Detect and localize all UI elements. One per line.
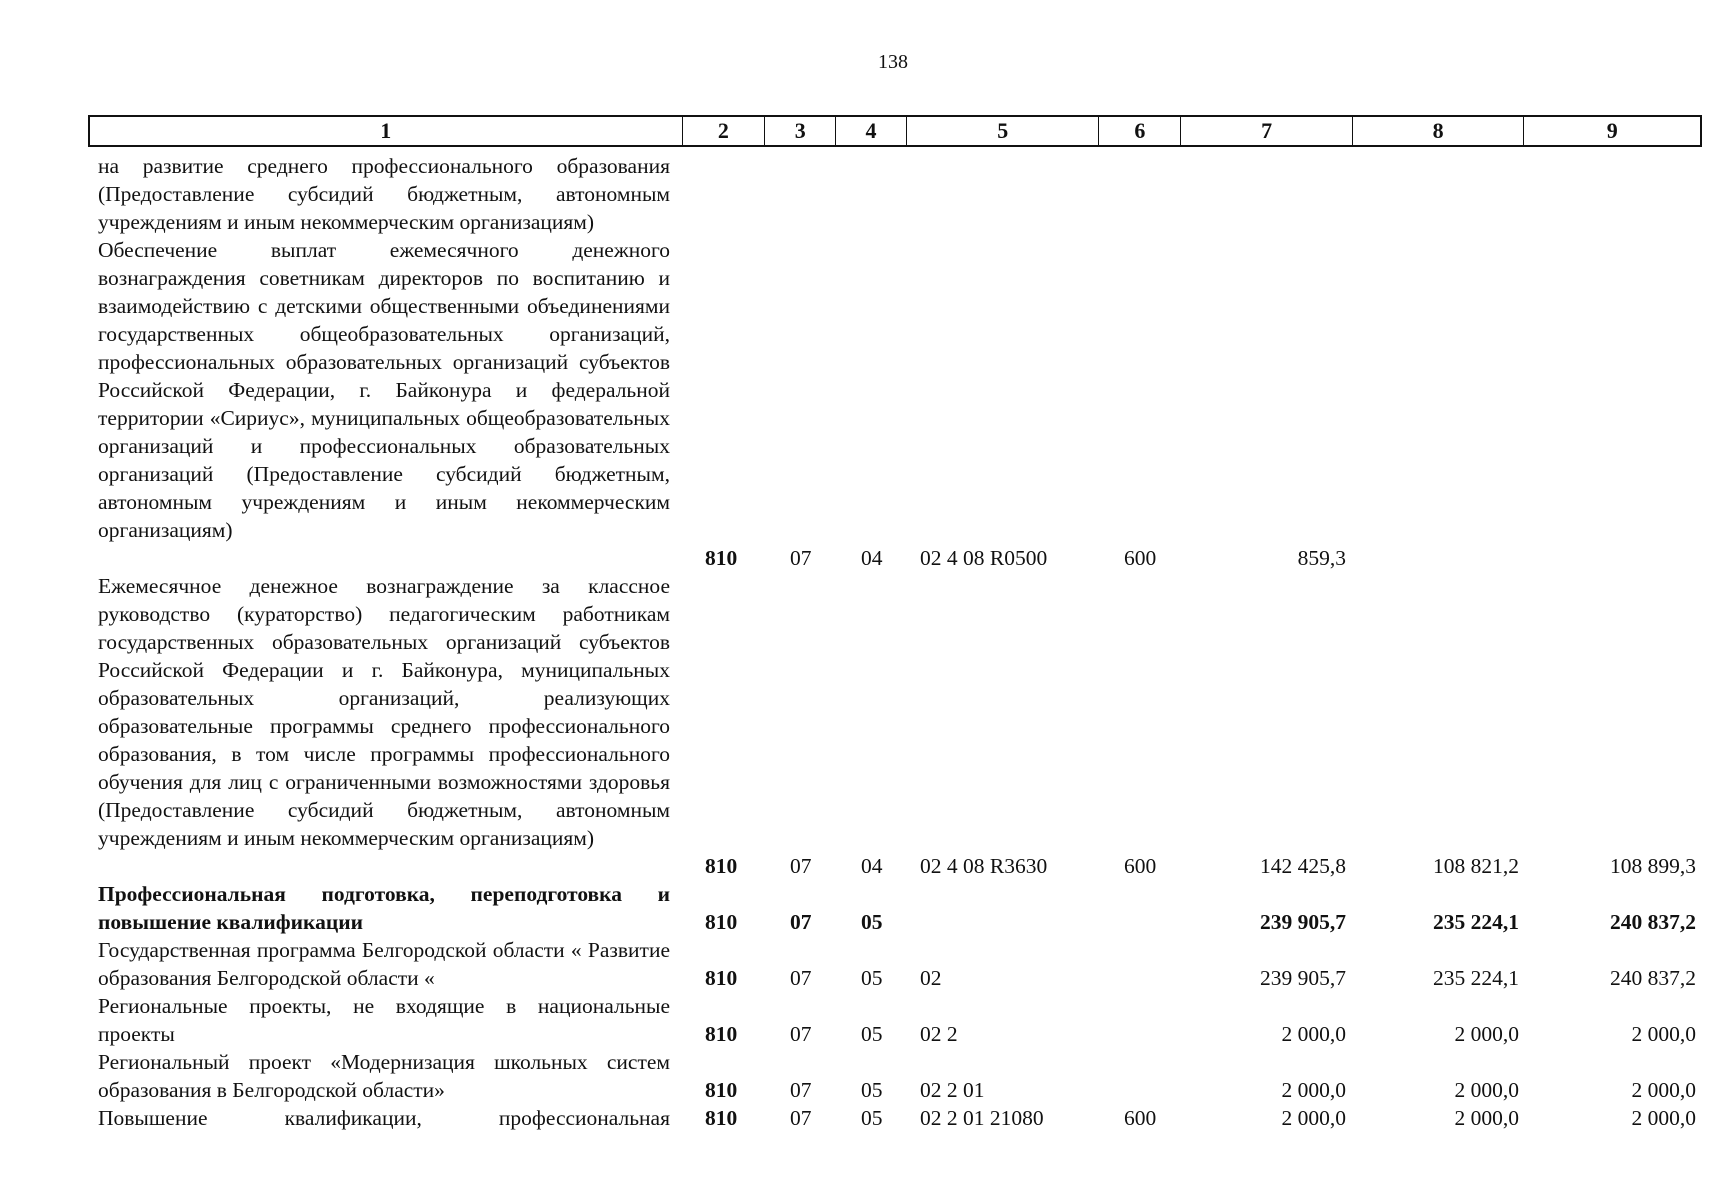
cell-section: 07: [790, 546, 812, 570]
header-col-8: 8: [1353, 117, 1525, 145]
cell-code: 810: [705, 966, 738, 990]
table-row: [0, 936, 1714, 992]
cell-subsection: 05: [861, 1106, 883, 1130]
row-description: Региональный проект «Модернизация школьных систем образования в Белгородской области»: [98, 1050, 670, 1102]
cell-amount-3: 2 000,0: [1631, 1022, 1696, 1046]
cell-section: 07: [790, 854, 812, 878]
cell-target-article: 02 2: [920, 1022, 958, 1046]
cell-section: 07: [790, 966, 812, 990]
row-description: Повышение квалификации, профессиональная: [98, 1106, 670, 1130]
table-header: [88, 115, 1702, 147]
header-col-4: 4: [836, 117, 907, 145]
row-description: Региональные проекты, не входящие в национальные проекты: [98, 994, 670, 1046]
cell-code: 810: [705, 1022, 738, 1046]
cell-subsection: 04: [861, 854, 883, 878]
row-description: Обеспечение выплат ежемесячного денежного вознаграждения советникам директоров по воспитанию и взаимодействию с детскими общественными объединениями государственных общеобразовательных организаций, профессиональных образовательных организаций субъектов Российской Федерации, г. Байконура и федеральной территории «Сириус», муниципальных общеобразовательных организаций и профессиональных образовательных организаций (Предоставление субсидий бюджетным, автономным учреждениям и иным некоммерческим организациям): [98, 238, 670, 542]
cell-section: 07: [790, 1106, 812, 1130]
cell-amount-1: 239 905,7: [1260, 966, 1346, 990]
cell-amount-1: 2 000,0: [1281, 1022, 1346, 1046]
cell-amount-2: 2 000,0: [1454, 1078, 1519, 1102]
cell-expense-type: 600: [1124, 1106, 1157, 1130]
cell-amount-2: 235 224,1: [1433, 966, 1519, 990]
row-description: на развитие среднего профессионального образования (Предоставление субсидий бюджетным, автономным учреждениям и иным некоммерческим организациям): [98, 154, 670, 234]
cell-target-article: 02: [920, 966, 942, 990]
table-row: [0, 1104, 1714, 1132]
cell-amount-1: 2 000,0: [1281, 1106, 1346, 1130]
cell-expense-type: 600: [1124, 546, 1157, 570]
table-row: [0, 1048, 1714, 1104]
cell-section: 07: [790, 910, 812, 934]
cell-subsection: 05: [861, 910, 883, 934]
cell-subsection: 04: [861, 546, 883, 570]
cell-amount-3: 2 000,0: [1631, 1106, 1696, 1130]
cell-amount-1: 142 425,8: [1260, 854, 1346, 878]
header-col-6: 6: [1099, 117, 1181, 145]
cell-target-article: 02 2 01 21080: [920, 1106, 1044, 1130]
cell-amount-2: 235 224,1: [1433, 910, 1519, 934]
cell-code: 810: [705, 1078, 738, 1102]
cell-code: 810: [705, 546, 738, 570]
cell-target-article: 02 4 08 R0500: [920, 546, 1048, 570]
header-col-5: 5: [907, 117, 1100, 145]
header-col-9: 9: [1606, 118, 1618, 143]
header-col-1: 1: [90, 117, 683, 145]
cell-expense-type: 600: [1124, 854, 1157, 878]
row-description: Ежемесячное денежное вознаграждение за классное руководство (кураторство) педагогическим работникам государственных образовательных организаций субъектов Российской Федерации и г. Байконура, муниципальных образовательных организаций, реализующих образовательные программы среднего профессионального образования, в том числе программы профессионального обучения для лиц с ограниченными возможностями здоровья (Предоставление субсидий бюджетным, автономным учреждениям и иным некоммерческим организациям): [98, 574, 670, 850]
table-row: [0, 992, 1714, 1048]
table-row: [0, 572, 1714, 880]
row-description: Государственная программа Белгородской области « Развитие образования Белгородской области «: [98, 938, 670, 990]
cell-amount-2: 108 821,2: [1433, 854, 1519, 878]
header-col-7: 7: [1181, 117, 1353, 145]
cell-amount-1: 2 000,0: [1281, 1078, 1346, 1102]
cell-amount-3: 240 837,2: [1610, 966, 1696, 990]
header-col-3: 3: [765, 117, 836, 145]
row-description: Профессиональная подготовка, переподготовка и повышение квалификации: [98, 882, 670, 934]
cell-amount-3: 240 837,2: [1610, 910, 1696, 934]
table-row: [0, 152, 1714, 236]
cell-amount-3: 108 899,3: [1610, 854, 1696, 878]
cell-code: 810: [705, 1106, 738, 1130]
cell-amount-2: 2 000,0: [1454, 1022, 1519, 1046]
cell-target-article: 02 4 08 R3630: [920, 854, 1048, 878]
header-col-2: 2: [683, 117, 766, 145]
cell-subsection: 05: [861, 1022, 883, 1046]
table-row: [0, 880, 1714, 936]
cell-section: 07: [790, 1078, 812, 1102]
cell-amount-2: 2 000,0: [1454, 1106, 1519, 1130]
cell-target-article: 02 2 01: [920, 1078, 985, 1102]
page-number: 138: [878, 51, 908, 73]
cell-code: 810: [705, 910, 738, 934]
table-row: [0, 236, 1714, 572]
cell-section: 07: [790, 1022, 812, 1046]
cell-amount-1: 239 905,7: [1260, 910, 1346, 934]
cell-amount-3: 2 000,0: [1631, 1078, 1696, 1102]
cell-subsection: 05: [861, 1078, 883, 1102]
cell-amount-1: 859,3: [1297, 546, 1346, 570]
cell-code: 810: [705, 854, 738, 878]
cell-subsection: 05: [861, 966, 883, 990]
